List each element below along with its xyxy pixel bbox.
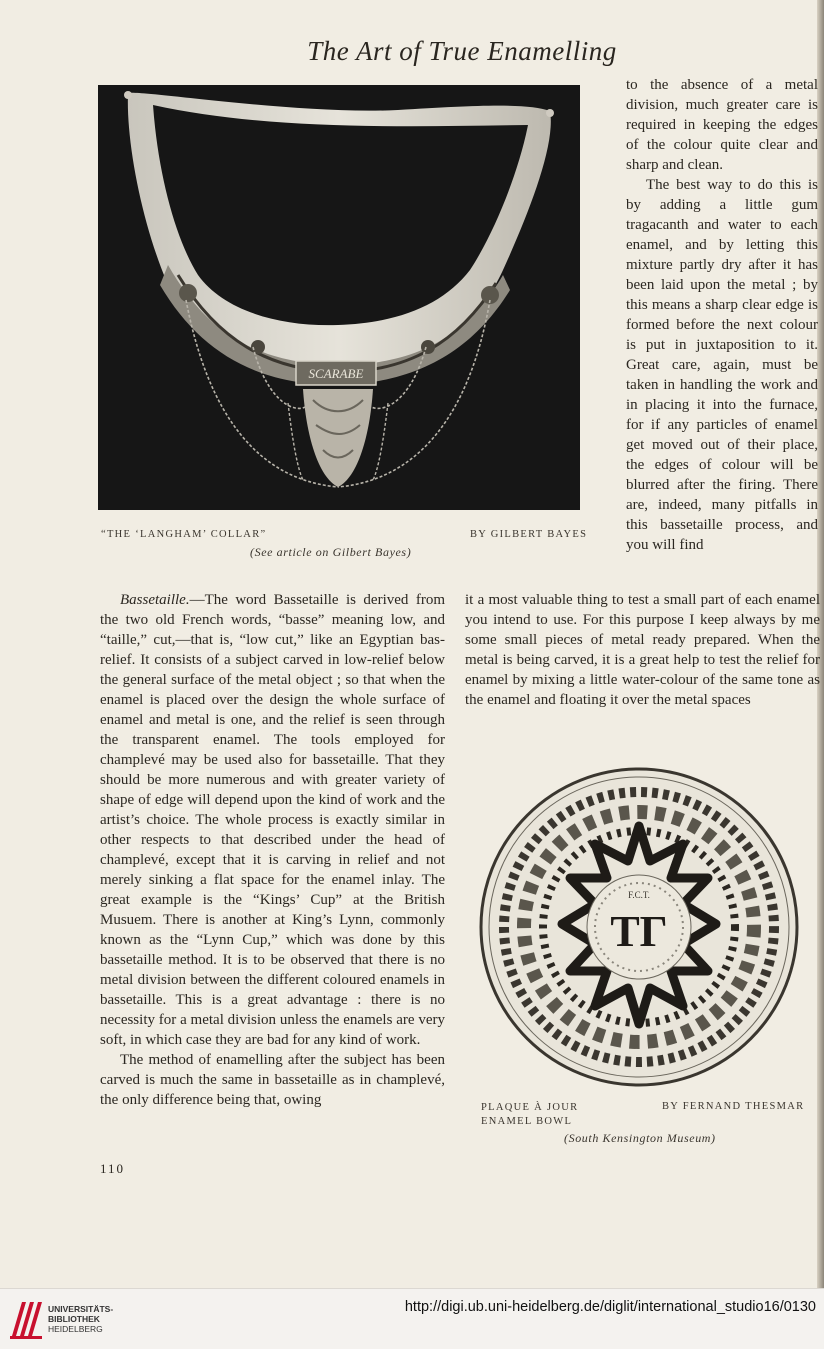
- library-line-3: HEIDELBERG: [48, 1324, 103, 1334]
- library-line-1: UNIVERSITÄTS-: [48, 1304, 114, 1314]
- running-title: The Art of True Enamelling: [307, 36, 617, 66]
- figure2-caption-note: (South Kensington Museum): [564, 1131, 716, 1145]
- page-number: 110: [100, 1161, 126, 1176]
- viewer-footer: [0, 1288, 824, 1349]
- bowl-drawing: [478, 766, 800, 1088]
- paragraph-method: The method of enamelling after the subject has been carved is much the same in bassetaille as in champlevé, the only difference being that, owing: [100, 1052, 445, 1108]
- figure1-caption-note: (See article on Gilbert Bayes): [250, 545, 412, 559]
- library-line-2: BIBLIOTHEK: [48, 1314, 100, 1324]
- paragraph-bassetaille: [100, 590, 445, 1050]
- figure1-caption-title: “THE ‘LANGHAM’ COLLAR”: [101, 529, 267, 540]
- section-lead-word: Bassetaille.: [120, 592, 190, 608]
- figure2-caption-line1: PLAQUE À JOUR: [481, 1102, 579, 1113]
- bowl-monogram: ТГ: [610, 907, 668, 956]
- bowl-inscription: F.C.T.: [628, 890, 650, 900]
- langham-collar-photo: [98, 85, 580, 510]
- university-library-logo-icon: [8, 1298, 44, 1340]
- figure2-caption-title: [481, 1101, 578, 1129]
- paragraph-bassetaille-text: —The word Bassetaille is derived from the two old French words, “basse” meaning low, and “taille,” cut,—that is, “low cut,” like an Egyptian bas-relief. It consists of a subject carved in low-relief below the general surface of the metal object ; so that when the enamel is placed over the design the whole surface of enamel and metal is one, and the relief is seen through the transparent enamel. The tools employed for champlevé may be used also for bassetaille. That they should be more numerous and with greater variety of shape of edge will depend upon the kind of work and the artist’s choice. The whole process is exactly similar in other respects to that described under the head of champlevé, except that it is carving in relief and not merely sinking a flat space for the enamel inlay. The great example is the “Kings’ Cup” at the British Musuem. There is another at King’s Lynn, commonly known as the “Lynn Cup,” which was done by this bassetaille method. It is to be observed that there is no metal division between the different coloured enamels in bassetaille. This is a great advantage : there is no necessity for a metal division unless the enamels are very soft, in which case they are bad for any kind of work.: [100, 592, 445, 1048]
- collar-illustration: [98, 85, 580, 510]
- paragraph-test-enamel: it a most valuable thing to test a small part of each enamel you intend to use. For this purpose I keep always by me some small pieces of metal ready prepared. When the metal is being carved, it is a great help to test the relief for enamel by mixing a little water-colour of the same tone as the enamel and floating it over the metal spaces: [465, 592, 820, 708]
- permalink-url[interactable]: http://digi.ub.uni-heidelberg.de/diglit/international_studio16/0130: [404, 1299, 816, 1315]
- paragraph-metal-division: to the absence of a metal division, much greater care is required in keeping the edges of the colour quite clear and sharp and clean.: [626, 77, 818, 173]
- paragraph-gum-tragacanth: The best way to do this is by adding a little gum tragacanth and water to each enamel, and by letting this mixture partly dry after it has been laid upon the metal ; by this means a sharp clear edge is formed before the next colour is put in juxtaposition to it. Great care, again, must be taken in handling the work and in placing it into the furnace, for if any particles of enamel get moved out of their place, the edges of colour will be blurred after the firing. There are, indeed, many pitfalls in this bassetaille process, and you will find: [626, 177, 818, 553]
- figure2-caption-artist: BY FERNAND THESMAR: [662, 1101, 805, 1112]
- enamel-bowl-illustration: [478, 766, 800, 1088]
- right-column-top: [626, 75, 818, 555]
- library-name: [48, 1304, 113, 1334]
- figure1-caption-artist: BY GILBERT BAYES: [470, 529, 588, 540]
- figure2-caption-line2: ENAMEL BOWL: [481, 1116, 573, 1127]
- left-column: [100, 590, 445, 1110]
- collar-plaque-text: SCARABE: [308, 366, 364, 381]
- right-column-bottom: [465, 590, 820, 710]
